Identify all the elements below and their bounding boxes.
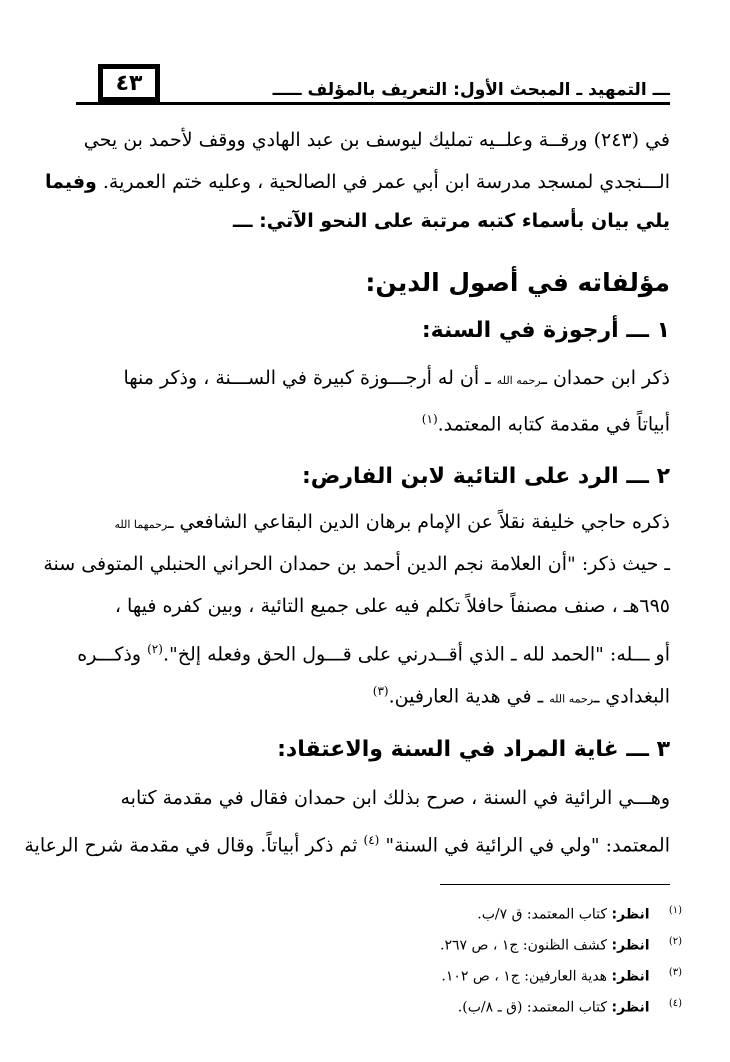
footnote-3-number: (٣): [668, 967, 682, 978]
item1-line1: [124, 366, 671, 393]
item1-line2-text: أبياتاً في مقدمة كتابه المعتمد.: [437, 413, 670, 436]
item1-line2: [422, 407, 670, 437]
item2-line5-b: ـ في هدية العارفين.: [388, 685, 544, 708]
item2-line5: [373, 679, 670, 711]
footnote-1-number: (١): [668, 905, 682, 916]
footnote-3-text: هدية العارفين: ج١ ، ص ١٠٢.: [441, 968, 608, 985]
page-header: [76, 58, 670, 106]
footnote-2-text: كشف الظنون: ج١ ، ص ٢٦٧.: [440, 937, 608, 954]
item1-line1-a: ذكر ابن حمدان ـ: [541, 367, 670, 389]
footnote-3-label: انظر:: [611, 968, 650, 985]
footnote-4-label: انظر:: [611, 999, 650, 1016]
item1-heading: ١ ـــ أرجوزة في السنة:: [421, 318, 670, 343]
item2-line4: [77, 637, 670, 667]
footnote-ref-2[interactable]: (٢): [147, 642, 163, 656]
item3-line2: [24, 828, 670, 858]
item3-line2-a: المعتمد: "ولي في الرائية في السنة": [385, 834, 670, 857]
header-rule: [76, 102, 670, 105]
item2-line1: [114, 510, 670, 537]
page-number: ٤٣: [98, 64, 160, 102]
item1-line1-note: رحمه الله: [496, 374, 542, 387]
para1-line2-text: الـــنجدي لمسجد مدرسة ابن أبي عمر في الصالحية ، وعليه ختم العمرية.: [102, 171, 670, 193]
item2-line5-note: رحمه الله: [549, 692, 594, 706]
para1-line2: [45, 170, 670, 195]
footnote-2-label: انظر:: [611, 937, 650, 954]
item2-heading: ٢ ـــ الرد على التائية لابن الفارض:: [301, 464, 670, 489]
footnote-3: [441, 967, 682, 985]
footnote-ref-1[interactable]: (١): [421, 412, 438, 426]
section-heading: مؤلفاته في أصول الدين:: [365, 268, 670, 297]
footnote-ref-4[interactable]: (٤): [363, 833, 380, 847]
para1-line1: في (٢٤٣) ورقــة وعلــيه تمليك ليوسف بن عبد الهادي ووقف لأحمد بن يحي: [83, 129, 670, 151]
item1-line1-b: ـ أن له أرجـــوزة كبيرة في الســـنة ، وذكر منها: [123, 367, 491, 389]
para1-line3: يلي بيان بأسماء كتبه مرتبة على النحو الآتي: ـــ: [233, 210, 670, 232]
footnote-separator: [440, 884, 670, 885]
item2-line2: ـ حيث ذكر: "أن العلامة نجم الدين أحمد بن حمدان الحراني الحنبلي المتوفى سنة: [43, 553, 670, 575]
footnote-1: [477, 905, 682, 923]
footnote-4-text: كتاب المعتمد: (ق ـ ٨/ب).: [457, 999, 608, 1016]
footnote-1-text: كتاب المعتمد: ق ٧/ب.: [477, 906, 608, 923]
running-header-title: ـــ التمهيد ـ المبحث الأول: التعريف بالمؤلف ـــــ: [272, 80, 670, 100]
footnote-ref-3[interactable]: (٣): [372, 684, 389, 698]
item2-line1-note: رحمهما الله: [114, 518, 168, 531]
item2-line4-b: وذكـــره: [77, 643, 142, 666]
item3-line2-b: ثم ذكر أبياتاً. وقال في مقدمة شرح الرعاية: [24, 834, 358, 857]
footnote-2-number: (٢): [668, 936, 682, 947]
item2-line3: ٦٩٥هـ ، صنف مصنفاً حافلاً تكلم فيه على جميع التائية ، وبين كفره فيها ،: [114, 595, 670, 617]
footnote-4-number: (٤): [668, 998, 682, 1009]
item3-heading: ٣ ـــ غاية المراد في السنة والاعتقاد:: [277, 737, 670, 762]
para1-line2-bold: وفيما: [44, 171, 97, 193]
item2-line4-a: أو ـــله: "الحمد لله ـ الذي أقــدرني على قـــول الحق وفعله إلخ".: [162, 643, 670, 666]
footnote-4: [458, 998, 682, 1016]
footnote-1-label: انظر:: [611, 906, 650, 923]
item2-line1-a: ذكره حاجي خليفة نقلاً عن الإمام برهان الدين البقاعي الشافعي ـ: [167, 511, 670, 533]
item3-line1: وهـــي الرائية في السنة ، صرح بذلك ابن حمدان فقال في مقدمة كتابه: [120, 787, 670, 809]
item2-line5-a: البغدادي ـ: [593, 685, 670, 708]
footnote-2: [440, 936, 682, 954]
